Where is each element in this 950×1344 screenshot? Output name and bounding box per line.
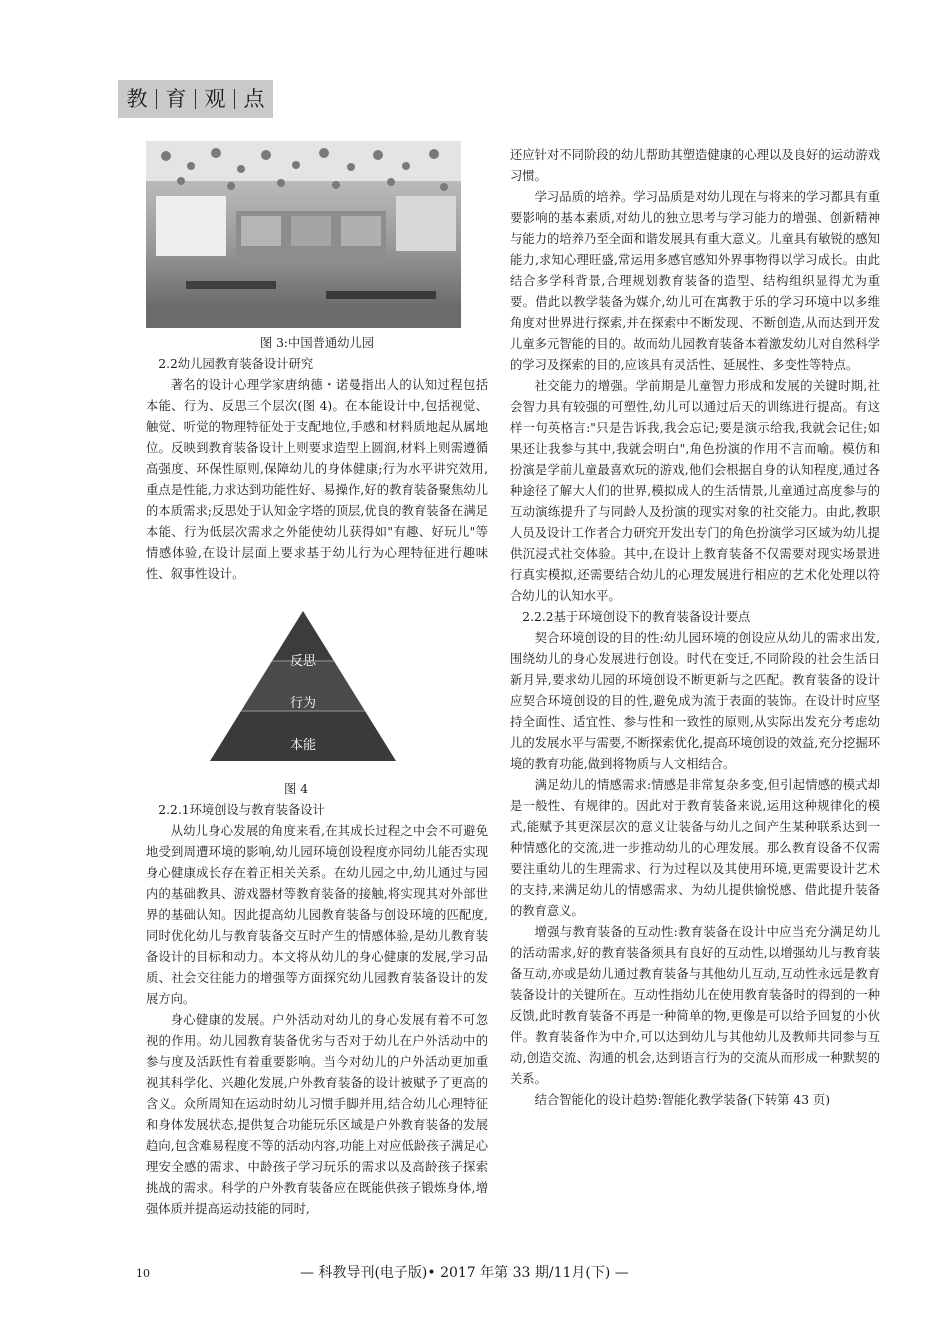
figure-3-caption: 图 3:中国普通幼儿园 — [259, 336, 375, 350]
pyramid-level-label: 行为 — [289, 696, 317, 711]
left-column-upper — [146, 354, 488, 585]
paragraph: 从幼儿身心发展的角度来看,在其成长过程之中会不可避免地受到周遭环境的影响,幼儿园环境创设程度亦同幼儿能否实现身心健康成长存在着正相关关系。在幼儿园之中,幼儿通过与园内的基础教具、游戏器材等教育装备的接触,将实现其对外部世界的基础认知。因此提高幼儿园教育装备与创设环境的匹配度,同时优化幼儿与教育装备交互时产生的情感体验,是幼儿教育装备设计的目标和动力。本文将从幼儿的身心健康的发展,学习品质、社会交往能力的增强等方面探究幼儿园教育装备设计的发展方向。 — [146, 824, 488, 1006]
paragraph: 结合智能化的设计趋势:智能化教学装备(下转第 43 页) — [534, 1093, 831, 1107]
paragraph: 满足幼儿的情感需求:情感是非常复杂多变,但引起情感的模式却是一般性、有规律的。因此对于教育装备来说,运用这种规律化的模式,能赋予其更深层次的意义让装备与幼儿之间产生某种联系达到一种情感化的交流,进一步推动幼儿的心理发展。那么教育设备不仅需要注重幼儿的生理需求、行为过程以及其使用环境,更需要设计艺术的支持,来满足幼儿的情感需求、为幼儿提供愉悦感、借此提升装备的教育意义。 — [510, 778, 880, 918]
header-char: 观 — [204, 87, 226, 111]
header-char: 教 — [126, 87, 148, 111]
right-column — [510, 145, 880, 1111]
subsection-heading: 2.2.1环境创设与教育装备设计 — [158, 803, 325, 817]
kindergarten-photo — [146, 141, 461, 328]
subsection-heading: 2.2.2基于环境创设下的教育装备设计要点 — [522, 610, 751, 624]
paragraph: 社交能力的增强。学前期是儿童智力形成和发展的关键时期,社会智力具有较强的可塑性,幼儿可以通过后天的训练进行提高。有这样一句英格言:"只是告诉我,我会忘记;要是演示给我,我就会记住;如果还让我参与其中,我就会明白",角色扮演的作用不言而喻。模仿和扮演是学前儿童最喜欢玩的游戏,他们会根据自身的认知程度,通过各种途径了解大人们的世界,模拟成人的生活情景,儿童通过高度参与的互动演练提升了与同龄人及扮演的现实对象的社交能力。由此,教职人员及设计工作者合力研究开发出专门的角色扮演学习区域为幼儿提供沉浸式社交体验。其中,在设计上教育装备不仅需要对现实场景进行真实模拟,还需要结合幼儿的心理发展进行相应的艺术化处理以符合幼儿的认知水平。 — [510, 379, 880, 603]
journal-footer: — 科教导刊(电子版)• 2017 年第 33 期/11月(下) — — [300, 1265, 629, 1281]
paragraph: 著名的设计心理学家唐纳德・诺曼指出人的认知过程包括本能、行为、反思三个层次(图 4)。在本能设计中,包括视觉、触觉、听觉的物理特征处于支配地位,手感和材料质地起从属地位。反映到教育装备设计上则要求造型上圆润,材料上则需遵循高强度、环保性原则,保障幼儿的身体健康;行为水平讲究效用,重点是性能,力求达到功能性好、易操作,好的教育装备聚焦幼儿的本质需求;反思处于认知金字塔的顶层,优良的教育装备在满足本能、行为低层次需求之外能使幼儿获得如"有趣、好玩儿"等情感体验,在设计层面上要求基于幼儿行为心理特征进行趣味性、叙事性设计。 — [146, 378, 488, 581]
kindergarten-classroom-image — [146, 141, 461, 328]
header-char: 点 — [243, 87, 265, 111]
page-number: 10 — [136, 1267, 150, 1280]
left-column-lower — [146, 800, 488, 1220]
paragraph: 还应针对不同阶段的幼儿帮助其塑造健康的心理以及良好的运动游戏习惯。 — [510, 148, 880, 183]
column-header — [118, 80, 273, 118]
figure-4-caption: 图 4 — [283, 782, 309, 796]
paragraph: 身心健康的发展。户外活动对幼儿的身心发展有着不可忽视的作用。幼儿园教育装备优劣与否对于幼儿在户外活动中的参与度及活跃性有着重要影响。当今对幼儿的户外活动更加重视其科学化、兴趣化发展,户外教育装备的设计被赋予了更高的含义。众所周知在运动时幼儿习惯手脚并用,结合幼儿心理特征和身体发展状态,提供复合功能玩乐区域是户外教育装备的发展趋向,包含难易程度不等的活动内容,功能上对应低龄孩子满足心理安全感的需求、中龄孩子学习玩乐的需求以及高龄孩子探索挑战的需求。科学的户外教育装备应在既能供孩子锻炼身体,增强体质并提高运动技能的同时, — [146, 1013, 488, 1216]
header-char: 育 — [165, 87, 187, 111]
paragraph: 学习品质的培养。学习品质是对幼儿现在与将来的学习都具有重要影响的基本素质,对幼儿的独立思考与学习能力的增强、创新精神与能力的培养乃至全面和谐发展具有重大意义。儿童具有敏锐的感知能力,求知心理旺盛,常运用多感官感知外界事物得以学习成长。由此结合多学科背景,合理规划教育装备的造型、结构组织显得尤为重要。借此以教学装备为媒介,幼儿可在寓教于乐的学习环境中以多维角度对世界进行探索,并在探索中不断发现、不断创造,从而达到开发儿童多元智能的目的。故而幼儿园教育装备本着激发幼儿对自然科学的学习及探索的目的,应该具有灵活性、延展性、多变性等特点。 — [510, 190, 880, 372]
paragraph: 增强与教育装备的互动性:教育装备在设计中应当充分满足幼儿的活动需求,好的教育装备须具有良好的互动性,以增强幼儿与教育装备互动,亦或是幼儿通过教育装备与其他幼儿互动,互动性永远是教育装备设计的关键所在。互动性指幼儿在使用教育装备时的得到的一种反馈,此时教育装备不再是一种简单的物,更像是可以给予回复的小伙伴。教育装备作为中介,可以达到幼儿与其他幼儿及教师共同参与互动,创造交流、沟通的机会,达到语言行为的交流从而形成一种默契的关系。 — [510, 925, 880, 1086]
section-heading: 2.2幼儿园教育装备设计研究 — [158, 357, 314, 371]
cognition-pyramid-diagram — [210, 611, 396, 761]
paragraph: 契合环境创设的目的性:幼儿园环境的创设应从幼儿的需求出发,围绕幼儿的身心发展进行创设。时代在变迁,不同阶段的社会生活日新月异,要求幼儿园的环境创设不断更新与之匹配。教育装备的设计应契合环境创设的目的性,避免成为流于表面的装饰。在设计时应坚持全面性、适宜性、参与性和一致性的原则,从实际出发充分考虑幼儿的发展水平与需要,不断探索优化,提高环境创设的效益,充分挖掘环境的教育功能,做到将物质与人文相结合。 — [510, 631, 880, 771]
pyramid-level-label: 反思 — [289, 654, 317, 669]
pyramid-level-label: 本能 — [289, 738, 317, 753]
